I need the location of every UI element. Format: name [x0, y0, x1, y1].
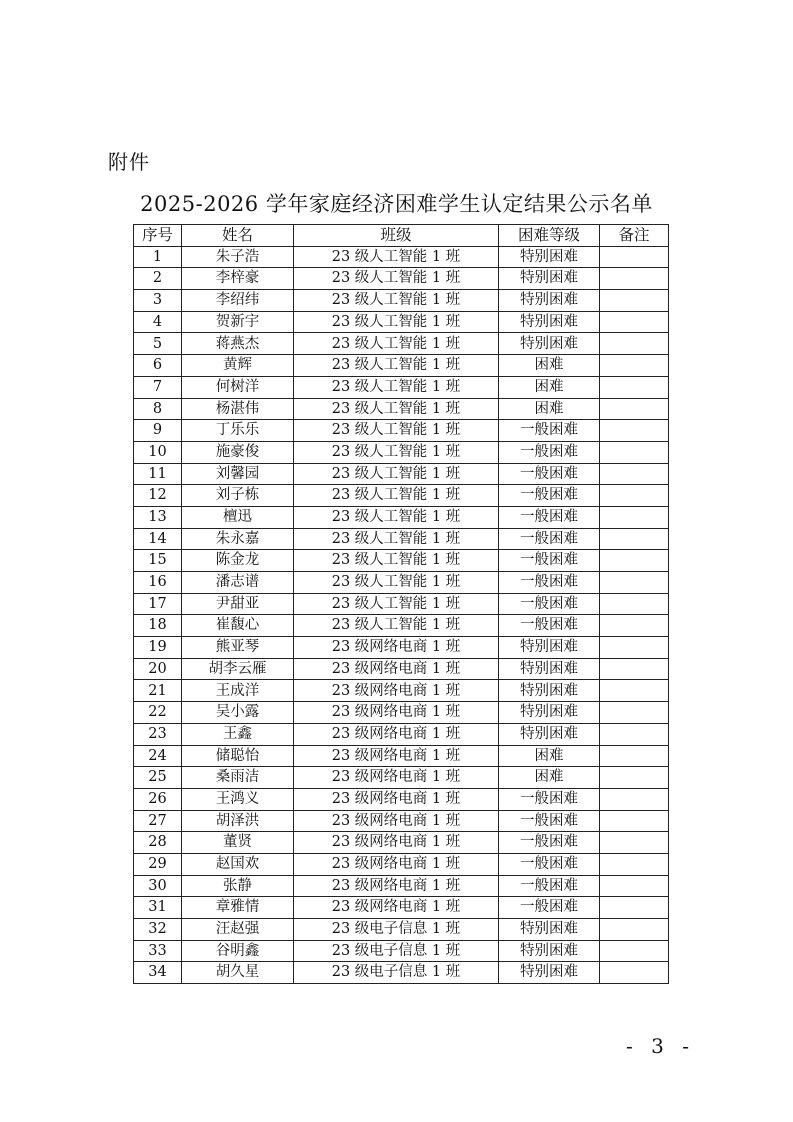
cell-name: 施豪俊	[182, 441, 294, 463]
cell-index: 2	[134, 268, 182, 290]
cell-name: 胡久星	[182, 962, 294, 984]
cell-difficulty-level: 一般困难	[499, 897, 600, 919]
cell-remarks	[600, 485, 669, 507]
cell-name: 谷明鑫	[182, 940, 294, 962]
table-row	[134, 615, 669, 637]
cell-class: 23 级网络电商 1 班	[294, 832, 499, 854]
cell-remarks	[600, 832, 669, 854]
cell-difficulty-level: 特别困难	[499, 246, 600, 268]
cell-remarks	[600, 658, 669, 680]
table-row	[134, 376, 669, 398]
cell-remarks	[600, 637, 669, 659]
cell-index: 27	[134, 810, 182, 832]
cell-difficulty-level: 特别困难	[499, 962, 600, 984]
table-row	[134, 593, 669, 615]
document-title: 2025-2026 学年家庭经济困难学生认定结果公示名单	[140, 192, 653, 216]
cell-index: 25	[134, 767, 182, 789]
cell-remarks	[600, 810, 669, 832]
cell-class: 23 级人工智能 1 班	[294, 333, 499, 355]
cell-name: 李梓豪	[182, 268, 294, 290]
cell-class: 23 级人工智能 1 班	[294, 268, 499, 290]
cell-class: 23 级人工智能 1 班	[294, 290, 499, 312]
cell-remarks	[600, 572, 669, 594]
cell-index: 1	[134, 246, 182, 268]
column-header-index: 序号	[134, 225, 182, 247]
cell-name: 桑雨洁	[182, 767, 294, 789]
table-row	[134, 246, 669, 268]
cell-difficulty-level: 一般困难	[499, 593, 600, 615]
cell-name: 董贤	[182, 832, 294, 854]
table-row	[134, 463, 669, 485]
cell-difficulty-level: 特别困难	[499, 333, 600, 355]
cell-difficulty-level: 一般困难	[499, 875, 600, 897]
cell-class: 23 级人工智能 1 班	[294, 376, 499, 398]
cell-remarks	[600, 745, 669, 767]
cell-remarks	[600, 723, 669, 745]
column-header-name: 姓名	[182, 225, 294, 247]
cell-class: 23 级网络电商 1 班	[294, 897, 499, 919]
cell-class: 23 级网络电商 1 班	[294, 810, 499, 832]
table-row	[134, 832, 669, 854]
table-row	[134, 355, 669, 377]
cell-remarks	[600, 355, 669, 377]
cell-difficulty-level: 特别困难	[499, 940, 600, 962]
cell-class: 23 级人工智能 1 班	[294, 506, 499, 528]
cell-name: 崔馥心	[182, 615, 294, 637]
table-row	[134, 441, 669, 463]
cell-name: 章雅情	[182, 897, 294, 919]
cell-difficulty-level: 一般困难	[499, 528, 600, 550]
cell-class: 23 级人工智能 1 班	[294, 593, 499, 615]
cell-name: 汪赵强	[182, 919, 294, 941]
student-list-table	[133, 224, 669, 984]
cell-difficulty-level: 困难	[499, 398, 600, 420]
table-row	[134, 919, 669, 941]
cell-name: 储聪怡	[182, 745, 294, 767]
cell-index: 19	[134, 637, 182, 659]
cell-name: 杨湛伟	[182, 398, 294, 420]
table-header-row	[134, 225, 669, 247]
cell-name: 何树洋	[182, 376, 294, 398]
cell-name: 熊亚琴	[182, 637, 294, 659]
table-row	[134, 572, 669, 594]
cell-index: 5	[134, 333, 182, 355]
cell-index: 18	[134, 615, 182, 637]
cell-class: 23 级人工智能 1 班	[294, 246, 499, 268]
table-row	[134, 853, 669, 875]
cell-class: 23 级网络电商 1 班	[294, 853, 499, 875]
cell-name: 王鑫	[182, 723, 294, 745]
cell-index: 10	[134, 441, 182, 463]
cell-remarks	[600, 398, 669, 420]
cell-name: 王成洋	[182, 680, 294, 702]
cell-index: 28	[134, 832, 182, 854]
cell-class: 23 级人工智能 1 班	[294, 420, 499, 442]
cell-name: 王鸿义	[182, 788, 294, 810]
cell-index: 21	[134, 680, 182, 702]
cell-index: 31	[134, 897, 182, 919]
cell-difficulty-level: 特别困难	[499, 723, 600, 745]
cell-class: 23 级网络电商 1 班	[294, 745, 499, 767]
cell-index: 29	[134, 853, 182, 875]
table-row	[134, 420, 669, 442]
cell-class: 23 级人工智能 1 班	[294, 398, 499, 420]
cell-class: 23 级网络电商 1 班	[294, 875, 499, 897]
cell-index: 34	[134, 962, 182, 984]
cell-remarks	[600, 420, 669, 442]
cell-difficulty-level: 一般困难	[499, 572, 600, 594]
cell-remarks	[600, 702, 669, 724]
cell-name: 黄辉	[182, 355, 294, 377]
cell-index: 6	[134, 355, 182, 377]
cell-difficulty-level: 一般困难	[499, 485, 600, 507]
cell-class: 23 级电子信息 1 班	[294, 940, 499, 962]
cell-index: 16	[134, 572, 182, 594]
cell-class: 23 级人工智能 1 班	[294, 550, 499, 572]
cell-remarks	[600, 268, 669, 290]
table-row	[134, 290, 669, 312]
cell-difficulty-level: 特别困难	[499, 919, 600, 941]
cell-difficulty-level: 困难	[499, 355, 600, 377]
cell-name: 丁乐乐	[182, 420, 294, 442]
cell-class: 23 级人工智能 1 班	[294, 355, 499, 377]
cell-index: 11	[134, 463, 182, 485]
cell-class: 23 级网络电商 1 班	[294, 767, 499, 789]
cell-difficulty-level: 特别困难	[499, 311, 600, 333]
cell-difficulty-level: 一般困难	[499, 441, 600, 463]
cell-remarks	[600, 593, 669, 615]
cell-index: 26	[134, 788, 182, 810]
cell-remarks	[600, 767, 669, 789]
cell-name: 蒋燕杰	[182, 333, 294, 355]
cell-class: 23 级网络电商 1 班	[294, 680, 499, 702]
cell-name: 李绍纬	[182, 290, 294, 312]
table-row	[134, 550, 669, 572]
cell-class: 23 级人工智能 1 班	[294, 528, 499, 550]
cell-class: 23 级网络电商 1 班	[294, 788, 499, 810]
cell-index: 17	[134, 593, 182, 615]
cell-index: 15	[134, 550, 182, 572]
cell-difficulty-level: 特别困难	[499, 702, 600, 724]
table-row	[134, 680, 669, 702]
cell-class: 23 级人工智能 1 班	[294, 463, 499, 485]
cell-name: 刘馨园	[182, 463, 294, 485]
cell-difficulty-level: 一般困难	[499, 832, 600, 854]
table-row	[134, 788, 669, 810]
cell-index: 12	[134, 485, 182, 507]
cell-name: 胡泽洪	[182, 810, 294, 832]
table-row	[134, 810, 669, 832]
cell-remarks	[600, 290, 669, 312]
cell-class: 23 级电子信息 1 班	[294, 919, 499, 941]
cell-remarks	[600, 919, 669, 941]
cell-difficulty-level: 一般困难	[499, 550, 600, 572]
cell-class: 23 级人工智能 1 班	[294, 615, 499, 637]
cell-remarks	[600, 506, 669, 528]
cell-index: 22	[134, 702, 182, 724]
cell-name: 朱永嘉	[182, 528, 294, 550]
cell-remarks	[600, 962, 669, 984]
table-row	[134, 962, 669, 984]
column-header-difficulty-level: 困难等级	[499, 225, 600, 247]
cell-difficulty-level: 特别困难	[499, 290, 600, 312]
cell-name: 张静	[182, 875, 294, 897]
cell-class: 23 级网络电商 1 班	[294, 702, 499, 724]
cell-difficulty-level: 特别困难	[499, 637, 600, 659]
cell-remarks	[600, 311, 669, 333]
cell-difficulty-level: 特别困难	[499, 680, 600, 702]
cell-name: 赵国欢	[182, 853, 294, 875]
cell-remarks	[600, 680, 669, 702]
cell-remarks	[600, 463, 669, 485]
cell-name: 贺新宇	[182, 311, 294, 333]
cell-remarks	[600, 853, 669, 875]
cell-remarks	[600, 441, 669, 463]
cell-difficulty-level: 一般困难	[499, 463, 600, 485]
cell-class: 23 级电子信息 1 班	[294, 962, 499, 984]
cell-index: 9	[134, 420, 182, 442]
table-row	[134, 658, 669, 680]
cell-remarks	[600, 940, 669, 962]
column-header-remarks: 备注	[600, 225, 669, 247]
cell-class: 23 级网络电商 1 班	[294, 637, 499, 659]
cell-index: 23	[134, 723, 182, 745]
cell-difficulty-level: 特别困难	[499, 268, 600, 290]
cell-difficulty-level: 困难	[499, 767, 600, 789]
cell-remarks	[600, 246, 669, 268]
cell-index: 24	[134, 745, 182, 767]
cell-index: 13	[134, 506, 182, 528]
page-number: - 3 -	[626, 1034, 695, 1058]
cell-class: 23 级人工智能 1 班	[294, 572, 499, 594]
cell-remarks	[600, 550, 669, 572]
cell-index: 33	[134, 940, 182, 962]
attachment-label: 附件	[108, 150, 150, 174]
cell-name: 檀迅	[182, 506, 294, 528]
table-row	[134, 485, 669, 507]
cell-remarks	[600, 788, 669, 810]
cell-remarks	[600, 615, 669, 637]
cell-name: 尹甜亚	[182, 593, 294, 615]
cell-difficulty-level: 一般困难	[499, 788, 600, 810]
cell-remarks	[600, 875, 669, 897]
cell-difficulty-level: 一般困难	[499, 420, 600, 442]
table-row	[134, 723, 669, 745]
cell-name: 朱子浩	[182, 246, 294, 268]
cell-difficulty-level: 一般困难	[499, 506, 600, 528]
cell-remarks	[600, 376, 669, 398]
cell-index: 14	[134, 528, 182, 550]
cell-class: 23 级网络电商 1 班	[294, 658, 499, 680]
table-row	[134, 268, 669, 290]
cell-name: 潘志谱	[182, 572, 294, 594]
cell-index: 8	[134, 398, 182, 420]
cell-difficulty-level: 一般困难	[499, 853, 600, 875]
column-header-class: 班级	[294, 225, 499, 247]
cell-class: 23 级人工智能 1 班	[294, 485, 499, 507]
table-row	[134, 333, 669, 355]
table-row	[134, 528, 669, 550]
table-row	[134, 745, 669, 767]
cell-index: 7	[134, 376, 182, 398]
table-row	[134, 940, 669, 962]
cell-name: 刘子栋	[182, 485, 294, 507]
cell-remarks	[600, 897, 669, 919]
cell-difficulty-level: 一般困难	[499, 810, 600, 832]
cell-difficulty-level: 特别困难	[499, 658, 600, 680]
table-row	[134, 897, 669, 919]
table-row	[134, 875, 669, 897]
cell-difficulty-level: 一般困难	[499, 615, 600, 637]
table-row	[134, 398, 669, 420]
cell-index: 32	[134, 919, 182, 941]
cell-name: 陈金龙	[182, 550, 294, 572]
cell-name: 吴小露	[182, 702, 294, 724]
table-row	[134, 506, 669, 528]
cell-index: 30	[134, 875, 182, 897]
cell-class: 23 级人工智能 1 班	[294, 441, 499, 463]
cell-index: 4	[134, 311, 182, 333]
cell-difficulty-level: 困难	[499, 376, 600, 398]
cell-class: 23 级人工智能 1 班	[294, 311, 499, 333]
table-row	[134, 767, 669, 789]
cell-remarks	[600, 333, 669, 355]
cell-index: 3	[134, 290, 182, 312]
table-row	[134, 311, 669, 333]
cell-class: 23 级网络电商 1 班	[294, 723, 499, 745]
table-body	[134, 246, 669, 983]
cell-difficulty-level: 困难	[499, 745, 600, 767]
cell-remarks	[600, 528, 669, 550]
cell-index: 20	[134, 658, 182, 680]
table-row	[134, 702, 669, 724]
cell-name: 胡李云雁	[182, 658, 294, 680]
table-row	[134, 637, 669, 659]
